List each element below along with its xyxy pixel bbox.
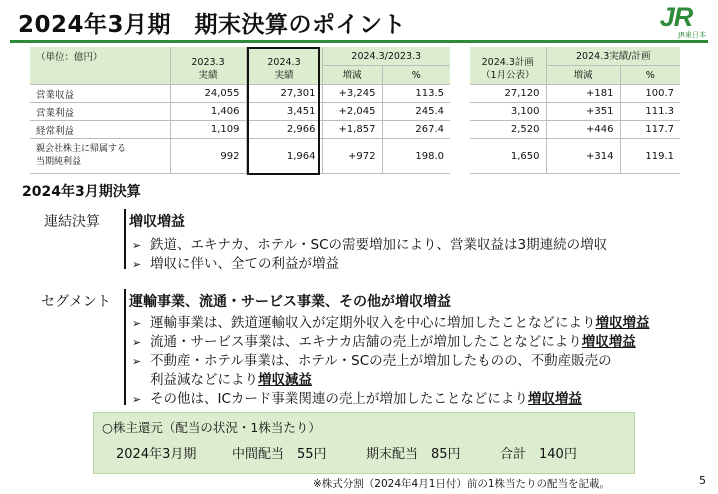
row-label: 営業収益 xyxy=(30,85,170,103)
row-label-line1: 親会社株主に帰属する xyxy=(36,144,127,154)
cell-plan: 27,120 xyxy=(470,85,546,103)
bullet-emphasis: 増収増益 xyxy=(527,391,582,407)
bullet-arrow-icon: ➢ xyxy=(132,317,142,330)
bullet-text: 増収に伴い、全ての利益が増益 xyxy=(150,256,339,272)
cell-plan: 1,650 xyxy=(470,139,546,174)
cell-pct: 117.7 xyxy=(620,121,680,139)
dividend-period: 2024年3月期 xyxy=(116,447,197,462)
cell-pct: 113.5 xyxy=(382,85,450,103)
row-label-line2: 当期純利益 xyxy=(36,157,82,167)
cell-2024: 27,301 xyxy=(246,85,322,103)
row-label: 営業利益 xyxy=(30,103,170,121)
cell-diff: +2,045 xyxy=(322,103,382,121)
bullet-text: 鉄道、エキナカ、ホテル・SCの需要増加により、営業収益は3期連続の増収 xyxy=(150,237,608,253)
results-table xyxy=(30,47,450,174)
cell-diff: +351 xyxy=(546,103,620,121)
footnote: ※株式分割（2024年4月1日付）前の1株当たりの配当を記載。 xyxy=(313,478,611,490)
bullet-text: 運輸事業は、鉄道運輸収入が定期外収入を中心に増加したことなどにより xyxy=(150,315,596,331)
table-row xyxy=(470,103,680,121)
jr-east-logo xyxy=(646,2,706,40)
cell-diff: +972 xyxy=(322,139,382,174)
cell-2023: 24,055 xyxy=(170,85,246,103)
table-row xyxy=(470,139,680,174)
consolidated-label: 連結決算 xyxy=(44,214,100,230)
cell-diff: +1,857 xyxy=(322,121,382,139)
segment-divider xyxy=(124,289,126,405)
bullet-arrow-icon: ➢ xyxy=(132,393,142,406)
cell-pct: 111.3 xyxy=(620,103,680,121)
col-2023-label: 2023.3 xyxy=(191,56,225,68)
bullet-arrow-icon: ➢ xyxy=(132,355,142,368)
col-2024-label: 2024.3 xyxy=(267,56,301,68)
col-2023-sub: 実績 xyxy=(198,69,218,81)
cell-2023: 1,406 xyxy=(170,103,246,121)
cell-2024: 3,451 xyxy=(246,103,322,121)
cell-2024: 1,964 xyxy=(246,139,322,174)
dividend-title: ○株主還元（配当の状況・1株当たり） xyxy=(102,420,321,435)
table-row xyxy=(470,85,680,103)
table-header-row xyxy=(470,47,680,66)
pct-header: % xyxy=(620,66,680,85)
page-number: 5 xyxy=(699,474,706,487)
unit-header: （単位：億円） xyxy=(30,47,170,85)
cell-pct: 119.1 xyxy=(620,139,680,174)
bullet-emphasis: 増収増益 xyxy=(595,315,650,331)
dividend-interim: 中間配当 55円 xyxy=(232,447,327,462)
cell-2023: 1,109 xyxy=(170,121,246,139)
bullet-arrow-icon: ➢ xyxy=(132,336,142,349)
dividend-box xyxy=(93,412,635,474)
table-row xyxy=(30,85,450,103)
cell-diff: +446 xyxy=(546,121,620,139)
plan-label: 2024.3計画 xyxy=(481,56,534,68)
dividend-year-end: 期末配当 85円 xyxy=(366,447,461,462)
table-row xyxy=(30,103,450,121)
row-label: 経常利益 xyxy=(30,121,170,139)
cell-plan: 2,520 xyxy=(470,121,546,139)
cell-pct: 245.4 xyxy=(382,103,450,121)
bullet-text: 利益減などにより xyxy=(150,372,258,388)
dividend-total: 合計 140円 xyxy=(500,447,577,462)
bullet-arrow-icon: ➢ xyxy=(132,258,142,271)
table-header-row xyxy=(30,47,450,66)
plan-header xyxy=(470,47,546,85)
cell-pct: 100.7 xyxy=(620,85,680,103)
segment-bullet-transport xyxy=(132,311,650,331)
segment-bullet-other xyxy=(132,387,582,407)
bullet-emphasis: 増収減益 xyxy=(258,372,312,388)
consolidated-bullet xyxy=(132,233,607,253)
consolidated-bullet xyxy=(132,252,339,272)
segment-heading: 運輸事業、流通・サービス事業、その他が増収増益 xyxy=(129,294,451,310)
change-header: 増減 xyxy=(546,66,620,85)
jr-logo-mark: JR xyxy=(659,2,693,32)
cell-diff: +314 xyxy=(546,139,620,174)
bullet-text: 流通・サービス事業は、エキナカ店舗の売上が増加したことなどにより xyxy=(150,334,582,350)
bullet-text: 不動産・ホテル事業は、ホテル・SCの売上が増加したものの、不動産販売の xyxy=(150,353,612,369)
table-row xyxy=(30,121,450,139)
segment-bullet-realestate-cont xyxy=(150,368,312,388)
jr-logo-caption: JR東日本 xyxy=(678,31,706,39)
col-2023-header xyxy=(170,47,246,85)
segment-bullet-retail xyxy=(132,330,636,350)
bullet-text: その他は、ICカード事業関連の売上が増加したことなどにより xyxy=(150,391,528,407)
change-header: 増減 xyxy=(322,66,382,85)
table-row xyxy=(30,139,450,174)
cell-diff: +3,245 xyxy=(322,85,382,103)
segment-label: セグメント xyxy=(41,294,111,310)
plan-compare-header: 2024.3実績/計画 xyxy=(546,47,680,66)
bullet-emphasis: 増収増益 xyxy=(581,334,636,350)
segment-bullet-realestate xyxy=(132,349,612,369)
page-title: 2024年3月期 期末決算のポイント xyxy=(18,12,407,38)
cell-2024: 2,966 xyxy=(246,121,322,139)
consolidated-divider xyxy=(124,209,126,269)
highlight-2024-column xyxy=(247,47,320,175)
cell-2023: 992 xyxy=(170,139,246,174)
bullet-arrow-icon: ➢ xyxy=(132,239,142,252)
compare-header: 2024.3/2023.3 xyxy=(322,47,450,66)
results-section-title: 2024年3月期決算 xyxy=(22,184,141,200)
cell-pct: 267.4 xyxy=(382,121,450,139)
cell-pct: 198.0 xyxy=(382,139,450,174)
cell-plan: 3,100 xyxy=(470,103,546,121)
pct-header: % xyxy=(382,66,450,85)
table-row xyxy=(470,121,680,139)
title-underline xyxy=(10,40,708,43)
plan-table xyxy=(470,47,680,174)
row-label xyxy=(30,139,170,174)
cell-diff: +181 xyxy=(546,85,620,103)
plan-sub: （1月公表） xyxy=(480,69,535,81)
col-2024-sub: 実績 xyxy=(274,69,294,81)
consolidated-heading: 増収増益 xyxy=(129,214,185,230)
